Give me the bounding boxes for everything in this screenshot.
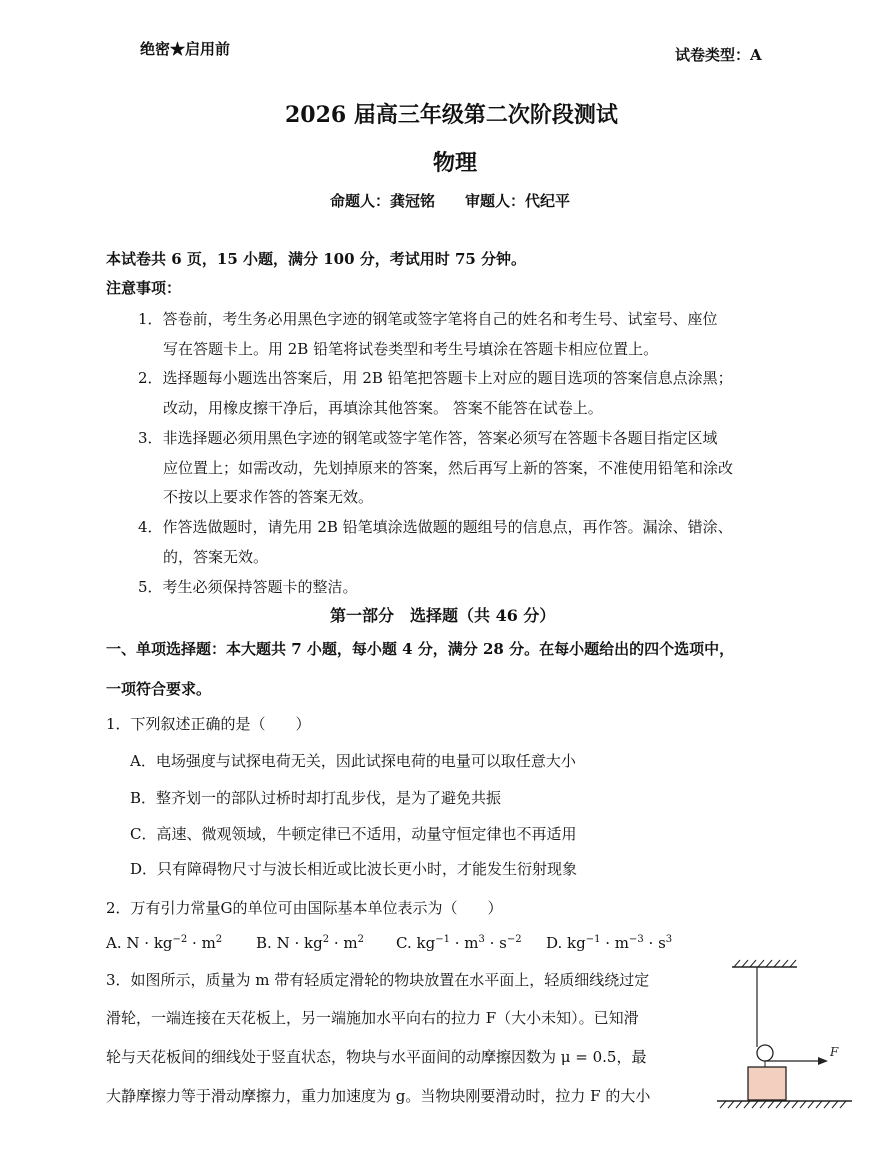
ground [717,1101,852,1108]
question-1-option-a: A．电场强度与试探电荷无关，因此试探电荷的电量可以取任意大小 [130,752,576,770]
question-2-stem: 2．万有引力常量G的单位可由国际基本单位表示为（ ） [106,899,503,917]
pulley-figure [712,955,862,1115]
question-2-option-b: B. $N \cdot kg^2 \cdot m^2$ [256,934,364,952]
notice-line: 改动，用橡皮擦干净后，再填涂其他答案。 答案不能答在试卷上。 [163,399,603,417]
question-2-option-c: C. $kg^{-1} \cdot m^3 \cdot s^{-2}$ [396,934,522,952]
notice-heading: 注意事项： [106,279,182,297]
subject-title: 物理 [433,150,478,176]
question-1-option-b: B．整齐划一的部队过桥时却打乱步伐，是为了避免共振 [130,789,502,807]
notice-line: 3．非选择题必须用黑色字迹的钢笔或签字笔作答，答案必须写在答题卡各题目指定区域 [138,429,718,447]
question-3-line: 轮与天花板间的细线处于竖直状态，物块与水平面间的动摩擦因数为 μ = 0.5，最 [106,1048,647,1066]
paper-type-label: 试卷类型：A [675,46,762,64]
ceiling [732,960,797,967]
question-3-line: 滑轮，一端连接在天花板上，另一端施加水平向右的拉力 F（大小未知）。已知滑 [106,1009,639,1027]
notice-line: 2．选择题每小题选出答案后，用 2B 铅笔把答题卡上对应的题目选项的答案信息点涂黑； [138,369,733,387]
notice-line: 4．作答选做题时，请先用 2B 铅笔填涂选做题的题组号的信息点，再作答。漏涂、错涂、 [138,518,733,536]
exam-title: 2026 届高三年级第二次阶段测试 [285,102,618,128]
block [748,1067,786,1100]
notice-line: 不按以上要求作答的答案无效。 [163,488,374,506]
notice-line: 的，答案无效。 [163,548,269,566]
question-1-stem: 1．下列叙述正确的是（ ） [106,715,311,733]
part-heading: 第一部分 选择题（共 46 分） [330,606,556,625]
section-heading: 一、单项选择题：本大题共 7 小题，每小题 4 分，满分 28 分。在每小题给出的四个选项中， [106,640,735,658]
question-1-option-c: C．高速、微观领域，牛顿定律已不适用，动量守恒定律也不再适用 [130,825,577,843]
authors-line: 命题人：龚冠铭 审题人：代纪平 [330,192,571,210]
question-2-option-d: D. $kg^{-1} \cdot m^{-3} \cdot s^3$ [546,934,673,952]
notice-line: 5．考生必须保持答题卡的整洁。 [138,578,358,596]
section-heading-cont: 一项符合要求。 [106,680,212,698]
force-label: F [830,1045,839,1059]
question-3-line: 大静摩擦力等于滑动摩擦力，重力加速度为 g。当物块刚要滑动时，拉力 F 的大小 [106,1087,651,1105]
notice-line: 1．答卷前，考生务必用黑色字迹的钢笔或签字笔将自己的姓名和考生号、试室号、座位 [138,310,718,328]
question-2-option-a: A. $N \cdot kg^{-2} \cdot m^2$ [106,934,223,952]
exam-intro: 本试卷共 6 页，15 小题，满分 100 分，考试用时 75 分钟。 [106,250,527,268]
notice-line: 写在答题卡上。用 2B 铅笔将试卷类型和考生号填涂在答题卡相应位置上。 [163,340,659,358]
notice-line: 应位置上；如需改动，先划掉原来的答案，然后再写上新的答案，不准使用铅笔和涂改 [163,459,734,477]
question-3-line: 3．如图所示，质量为 m 带有轻质定滑轮的物块放置在水平面上，轻质细线绕过定 [106,971,650,989]
force-arrow [818,1057,828,1065]
confidential-label: 绝密★启用前 [140,40,231,58]
pulley [757,1045,773,1061]
question-1-option-d: D．只有障碍物尺寸与波长相近或比波长更小时，才能发生衍射现象 [130,860,578,878]
